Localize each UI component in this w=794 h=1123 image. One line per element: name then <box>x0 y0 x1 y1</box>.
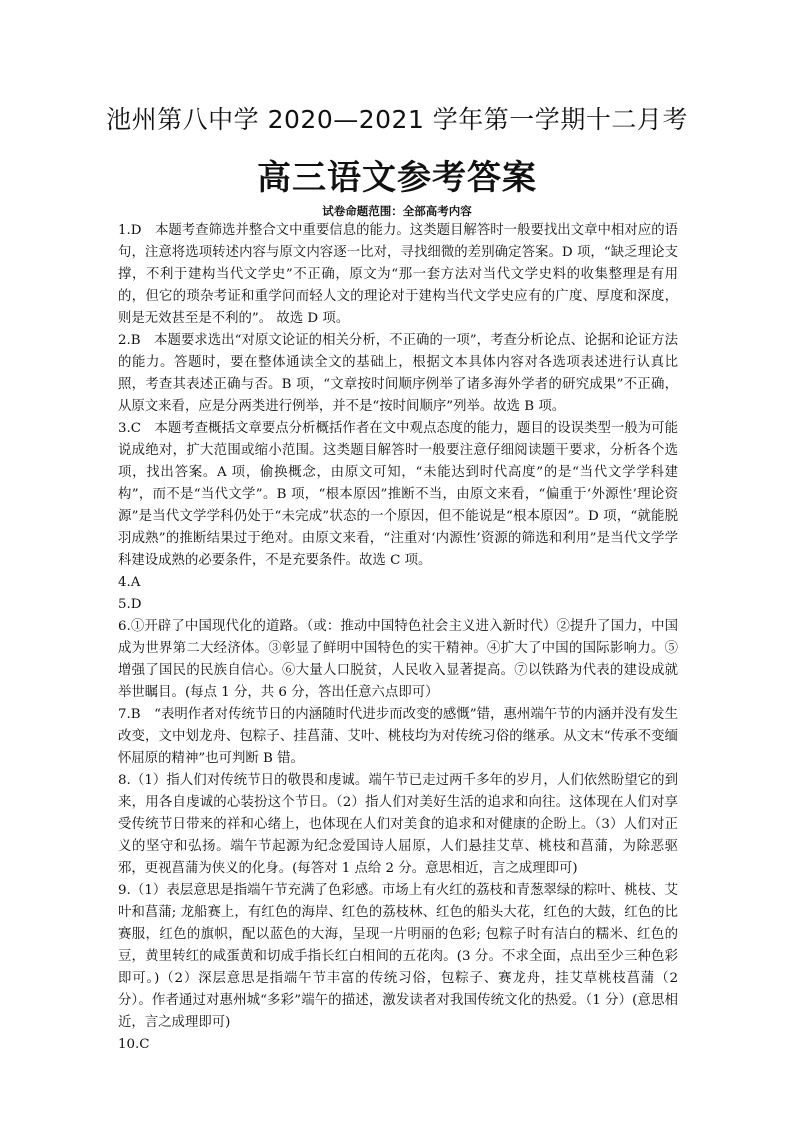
answer-9: 9.（1）表层意思是指端午节充满了色彩感。市场上有火红的荔枝和青葱翠绿的粽叶、桃枝、艾叶和菖蒲; 龙船赛上，有红色的海岸、红色的荔枝林、红色的船头大花，红色的大鼓，红色的比赛服，红色的旗帜，配以蓝色的大海，呈现一片明丽的色彩; 包粽子时有洁白的糯米、红色的豆，黄里转红的咸蛋黄和切成手指长红白相间的五花肉。(3 分。不求全面，点出至少三种色彩即可。)（2）深层意思是指端午节丰富的传统习俗，包粽子、赛龙舟，挂艾草桃枝菖蒲（2 分）。作者通过对惠州城“多彩”端午的描述，激发读者对我国传统文化的热爱。（1 分）(意思相近，言之成理即可) <box>118 883 678 1030</box>
answer-6: 6.①开辟了中国现代化的道路。（或：推动中国特色社会主义进入新时代）②提升了国力，中国成为世界第二大经济体。③彰显了鲜明中国特色的实干精神。④扩大了中国的国际影响力。⑤ 增强了国民的民族自信心。⑥大量人口脱贫，人民收入显著提高。⑦以铁路为代表的建设成就举世瞩目。(每点 1 分，共 6 分，答出任意六点即可） <box>118 619 678 700</box>
answer-7: 7.B “表明作者对传统节日的内涵随时代进步而改变的感慨”错，惠州端午节的内涵并没有发生改变，文中划龙舟、包粽子、挂菖蒲、艾叶、桃枝均为对传统习俗的继承。从文末“传承不变缅怀屈原的精神”也可判断 B 错。 <box>118 707 678 766</box>
answer-1: 1.D 本题考查筛选并整合文中重要信息的能力。这类题目解答时一般要找出文章中相对应的语句，注意将选项转述内容与原文内容逐一比对，寻找细微的差别确定答案。D 项，“缺乏理论支撑，不利于建构当代文学史”不正确，原文为“那一套方法对当代文学史料的收集整理是有用的，但它的琐杂考证和重学问而轻人文的理论对于建构当代文学史应有的广度、厚度和深度，则是无效甚至是不利的”。 故选 D 项。 <box>118 223 678 326</box>
answer-10: 10.C <box>118 1037 150 1052</box>
exam-title: 池州第八中学 2020—2021 学年第一学期十二月考 <box>106 105 688 134</box>
answer-3: 3.C 本题考查概括文章要点分析概括作者在文中观点态度的能力，题目的设误类型一般为可能说成绝对，扩大范围或缩小范围。这类题目解答时一般要注意仔细阅读题干要求，分析各个选项，找出答案。A 项，偷换概念，由原文可知，“未能达到时代高度”的是“当代文学学科建构”，而不是“当代文学”。B 项，“根本原因”推断不当，由原文来看，“偏重于‘外源性’理论资源”是当代文学学科仍处于“未完成”状态的一个原因，但不能说是“根本原因”。D 项，“就能脱羽成熟”的推断结果过于绝对。由原文来看，“注重对‘内源性’资源的筛选和利用”是当代文学学科建设成熟的必要条件，不是充要条件。故选 C 项。 <box>118 421 678 568</box>
answer-2: 2.B 本题要求选出“对原文论证的相关分析，不正确的一项”，考查分析论点、论据和论证方法的能力。答题时，要在整体通读全文的基础上，根据文本具体内容对各选项表述进行认真比照，考查其表述正确与否。B 项，“文章按时间顺序例举了诸多海外学者的研究成果”不正确，从原文来看，应是分两类进行例举，并不是“按时间顺序”列举。故选 B 项。 <box>118 333 678 414</box>
answer-4: 4.A <box>118 575 141 590</box>
answer-8: 8.（1）指人们对传统节日的敬畏和虔诚。端午节已走过两千多年的岁月，人们依然盼望它的到来，用各自虔诚的心装扮这个节日。（2）指人们对美好生活的追求和向往。这体现在人们对享受传统节日带来的祥和心绪上，也体现在人们对美食的追求和对健康的企盼上。（3）人们对正义的坚守和弘扬。端午节起源为纪念爱国诗人屈原，人们悬挂艾草、桃枝和菖蒲，为除恶驱邪，更视菖蒲为侠义的化身。(每答对 1 点给 2 分。意思相近，言之成理即可) <box>118 773 678 876</box>
answer-key-title: 高三语文参考答案 <box>257 158 537 198</box>
answer-list <box>118 220 678 1056</box>
exam-scope: 试卷命题范围：全部高考内容 <box>322 204 472 218</box>
answer-5: 5.D <box>118 597 142 612</box>
